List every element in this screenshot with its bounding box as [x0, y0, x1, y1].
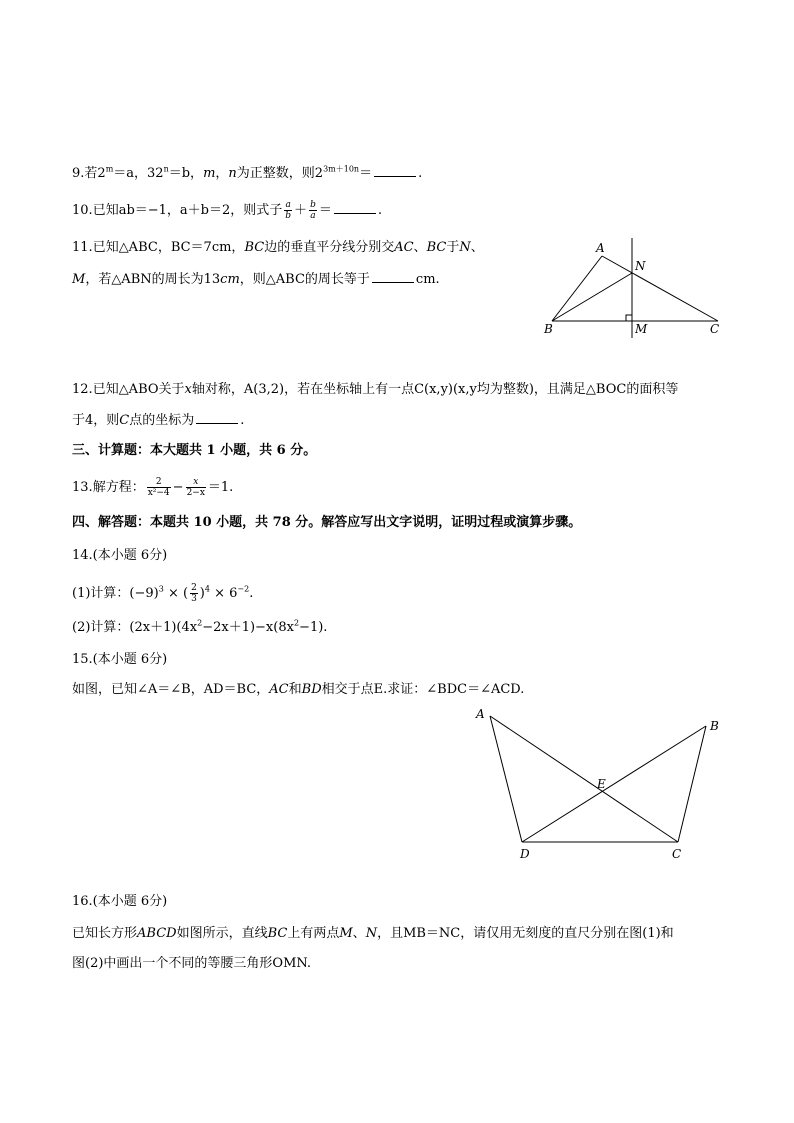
question-12-line-2: 于4，则C点的坐标为 . [72, 413, 245, 428]
segment-AB [552, 256, 602, 321]
segment-AC [490, 716, 678, 842]
question-10: 10.已知ab＝−1，a＋b＝2，则式子 $\frac{a}{b}$ ＋ $\frac{b}{a}$ ＝ . [72, 200, 382, 221]
segment-AC [602, 256, 718, 321]
label-B: B [544, 322, 553, 336]
label-B: B [710, 719, 719, 733]
right-angle-mark [626, 315, 632, 321]
question-15-body: 如图，已知∠A＝∠B，AD＝BC，AC和BD相交于点E.求证：∠BDC＝∠ACD. [72, 682, 525, 697]
label-E: E [597, 777, 606, 791]
fraction: $\frac{b}{a}$ [310, 200, 316, 221]
fraction: $\frac{a}{b}$ [285, 200, 292, 221]
label-A: A [596, 241, 605, 255]
question-11-line-1: 11.已知△ABC，BC＝7cm，BC边的垂直平分线分别交AC、BC于N、 [72, 240, 484, 255]
segment-AD [490, 716, 522, 842]
question-16-line-2: 图(2)中画出一个不同的等腰三角形OMN. [72, 956, 312, 971]
answer-blank [334, 201, 376, 214]
section-4-heading: 四、解答题：本题共 10 小题，共 78 分。解答应写出文字说明，证明过程或演算步骤。 [72, 515, 582, 530]
label-C: C [710, 322, 720, 336]
label-C: C [672, 847, 682, 861]
label-A: A [476, 707, 485, 721]
answer-blank [374, 164, 416, 177]
question-14-heading: 14.(本小题 6分) [72, 548, 168, 563]
triangle-figure-q11 [540, 236, 730, 344]
question-15-heading: 15.(本小题 6分) [72, 652, 168, 667]
question-11-line-2: M，若△ABN的周长为13cm，则△ABC的周长等于 cm. [72, 272, 440, 287]
question-14-part-2: (2)计算：$(2x+1)(4x^2-2x+1)-x(8x^2-1)$. [72, 618, 328, 635]
label-D: D [520, 847, 530, 861]
label-N: N [635, 259, 646, 273]
question-9: 9.若$2^m=a$，$32^n=b$，m，n为正整数，则$2^{3m+10n}=$ . [72, 164, 423, 181]
answer-blank [372, 270, 414, 283]
segment-BD [522, 726, 706, 842]
fraction: $\frac{2}{3}$ [191, 583, 197, 604]
question-16-line-1: 已知长方形ABCD如图所示，直线BC上有两点M、N，且MB＝NC，请仅用无刻度的直尺分别在图(1)和 [72, 926, 674, 941]
label-M: M [635, 322, 648, 336]
fraction: $\frac{x}{2-x}$ [186, 477, 205, 498]
question-16-heading: 16.(本小题 6分) [72, 894, 168, 909]
question-13: 13.解方程： $\frac{2}{\text{x²−4}}$ − $\frac{x}{2-x}$ ＝1. [72, 477, 234, 498]
section-3-heading: 三、计算题：本大题共 1 小题，共 6 分。 [72, 443, 317, 458]
segment-BC [678, 726, 706, 842]
question-12-line-1: 12.已知△ABO关于x轴对称，A(3,2)，若在坐标轴上有一点C(x,y)(x,y均为整数)，且满足△BOC的面积等 [72, 382, 679, 397]
fraction: $\frac{2}{\text{x²−4}}$ [147, 477, 170, 498]
segment-BN [552, 273, 632, 321]
question-14-part-1: (1)计算：$(-9)^3$ × ( $\frac{2}{3}$ )$^4 \times 6^{-2}$. [72, 583, 254, 604]
answer-blank [196, 411, 238, 424]
quadrilateral-figure-q15 [470, 702, 730, 868]
